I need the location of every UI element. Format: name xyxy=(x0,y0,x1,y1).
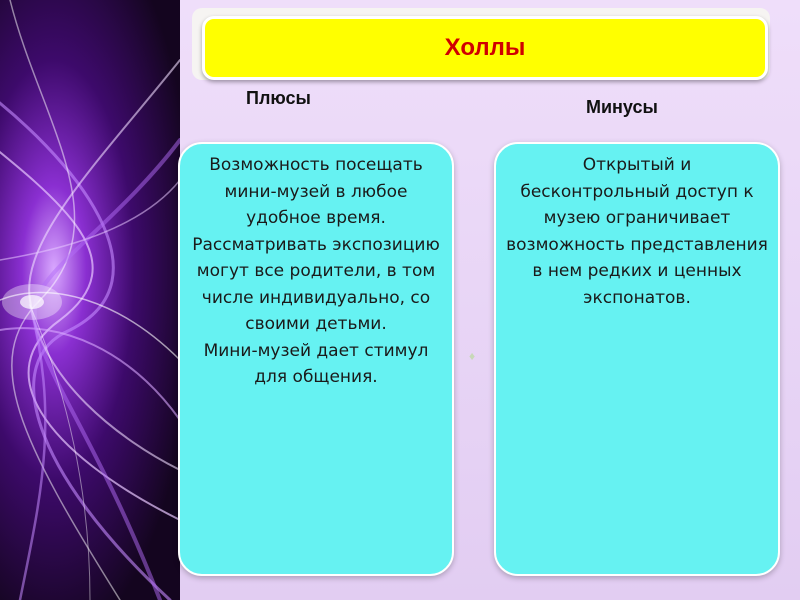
diamond-icon: ♦ xyxy=(469,349,476,363)
title-box xyxy=(202,16,768,80)
pros-text-3: Мини-музей дает стимул для общения. xyxy=(203,340,429,387)
pros-text-2: Рассматривать экспозицию могут все родители, в том числе индивидуально, со своими детьми. xyxy=(192,234,440,334)
pros-text-1: Возможность посещать мини-музей в любое удобное время. xyxy=(209,155,423,228)
swirl-graphic xyxy=(0,0,180,600)
pros-card xyxy=(178,142,454,576)
decorative-swirl-panel xyxy=(0,0,180,600)
cons-card xyxy=(494,142,780,576)
cons-text: Открытый и бесконтрольный доступ к музею ограничивает возможность представления в нем редких и ценных экспонатов. xyxy=(506,155,768,308)
slide-title: Холлы xyxy=(444,34,526,61)
pros-heading: Плюсы xyxy=(246,88,311,108)
cons-heading: Минусы xyxy=(586,97,658,117)
